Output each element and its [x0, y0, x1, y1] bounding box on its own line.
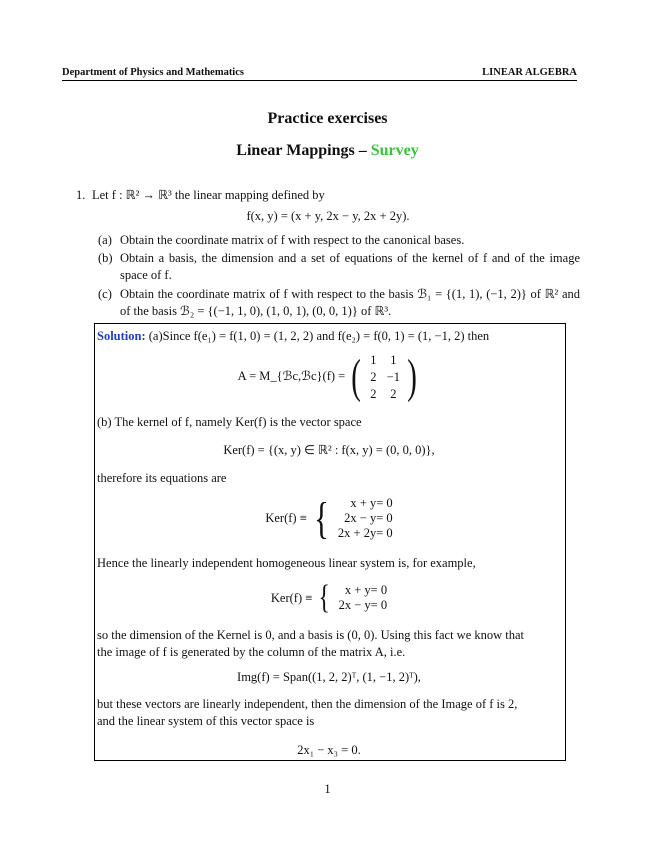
problem-number: 1.	[76, 188, 86, 202]
page-number: 1	[324, 782, 331, 796]
subtitle-highlight: Survey	[370, 142, 419, 159]
equation-list	[338, 496, 393, 541]
equation: 2x − y= 0	[338, 598, 388, 612]
item-label: (b)	[98, 251, 113, 265]
solution-but-line-1: but these vectors are linearly independent, then the dimension of the Image of f is 2,	[97, 697, 518, 711]
final-equation: 2x₁ − x₃ = 0.	[297, 743, 361, 757]
equation: x + y= 0	[344, 583, 388, 597]
equation-list	[339, 583, 387, 613]
matrix-cell: 2	[370, 387, 377, 401]
matrix-cell: 2	[370, 370, 377, 384]
document-subtitle	[0, 142, 655, 160]
problem-statement: Let f : ℝ² → ℝ³ the linear mapping defined by	[92, 188, 325, 202]
item-text: Obtain a basis, the dimension and a set of equations of the kernel of f and of the image space of f.	[120, 251, 580, 282]
document-title: Practice exercises	[267, 110, 388, 127]
equation: x + y= 0	[350, 496, 393, 510]
kernel-definition: Ker(f) = {(x, y) ∈ ℝ² : f(x, y) = (0, 0, 0)},	[223, 443, 435, 457]
matrix-lhs: A = M_{ℬc,ℬc}(f) =	[237, 368, 346, 383]
kernel-system-1	[97, 493, 561, 543]
kernel-lhs: Ker(f) ≡	[265, 511, 307, 525]
matrix-cell: −1	[386, 370, 400, 384]
problem-definition: f(x, y) = (x + y, 2x − y, 2x + 2y).	[246, 209, 410, 223]
system-wrapper	[265, 493, 393, 543]
solution-dim-line-1: so the dimension of the Kernel is 0, and a basis is (0, 0). Using this fact we know that	[97, 628, 525, 642]
image-definition: Img(f) = Span((1, 2, 2)ᵀ, (1, −1, 2)ᵀ),	[237, 670, 421, 684]
matrix-cell: 2	[390, 387, 397, 401]
solution-box	[94, 323, 566, 761]
item-label: (a)	[98, 233, 112, 247]
item-text: Obtain the coordinate matrix of f with respect to the basis ℬ₁ = {(1, 1), (−1, 2)} of ℝ² and of the basis ℬ₂ = {(−1, 1, 0), (1, 0, 1), (0, 0, 1)} of ℝ³.	[120, 287, 580, 318]
matrix-cell: 1	[390, 353, 397, 367]
item-label: (c)	[98, 287, 112, 301]
kernel-system-2	[97, 581, 561, 615]
equation: 2x − y= 0	[344, 511, 393, 525]
left-brace: {	[313, 493, 329, 543]
right-paren: )	[407, 350, 418, 403]
subtitle-main: Linear Mappings –	[236, 142, 371, 159]
coordinate-matrix	[97, 352, 561, 402]
matrix-grid	[364, 352, 404, 402]
equation: 2x + 2y= 0	[337, 526, 393, 540]
item-text: Obtain the coordinate matrix of f with respect to the canonical bases.	[120, 233, 465, 247]
solution-line-a	[97, 328, 561, 345]
matrix-cell: 1	[370, 353, 377, 367]
solution-label: Solution:	[97, 329, 146, 343]
system-wrapper	[271, 581, 387, 615]
solution-hence: Hence the linearly independent homogeneous linear system is, for example,	[97, 556, 476, 570]
solution-dim-line-2: the image of f is generated by the column of the matrix A, i.e.	[97, 645, 406, 659]
matrix-A	[348, 352, 420, 402]
solution-eq-intro: therefore its equations are	[97, 471, 227, 485]
left-brace: {	[318, 579, 331, 616]
solution-but-line-2: and the linear system of this vector space is	[97, 714, 315, 728]
solution-line-b: (b) The kernel of f, namely Ker(f) is the vector space	[97, 415, 362, 429]
solution-text-a: (a)Since f(e₁) = f(1, 0) = (1, 2, 2) and f(e₂) = f(0, 1) = (1, −1, 2) then	[145, 329, 490, 343]
header-department: Department of Physics and Mathematics	[62, 67, 244, 78]
kernel-lhs: Ker(f) ≡	[270, 590, 313, 605]
page-header	[62, 64, 577, 81]
header-course: LINEAR ALGEBRA	[482, 67, 577, 78]
left-paren: (	[351, 350, 362, 403]
